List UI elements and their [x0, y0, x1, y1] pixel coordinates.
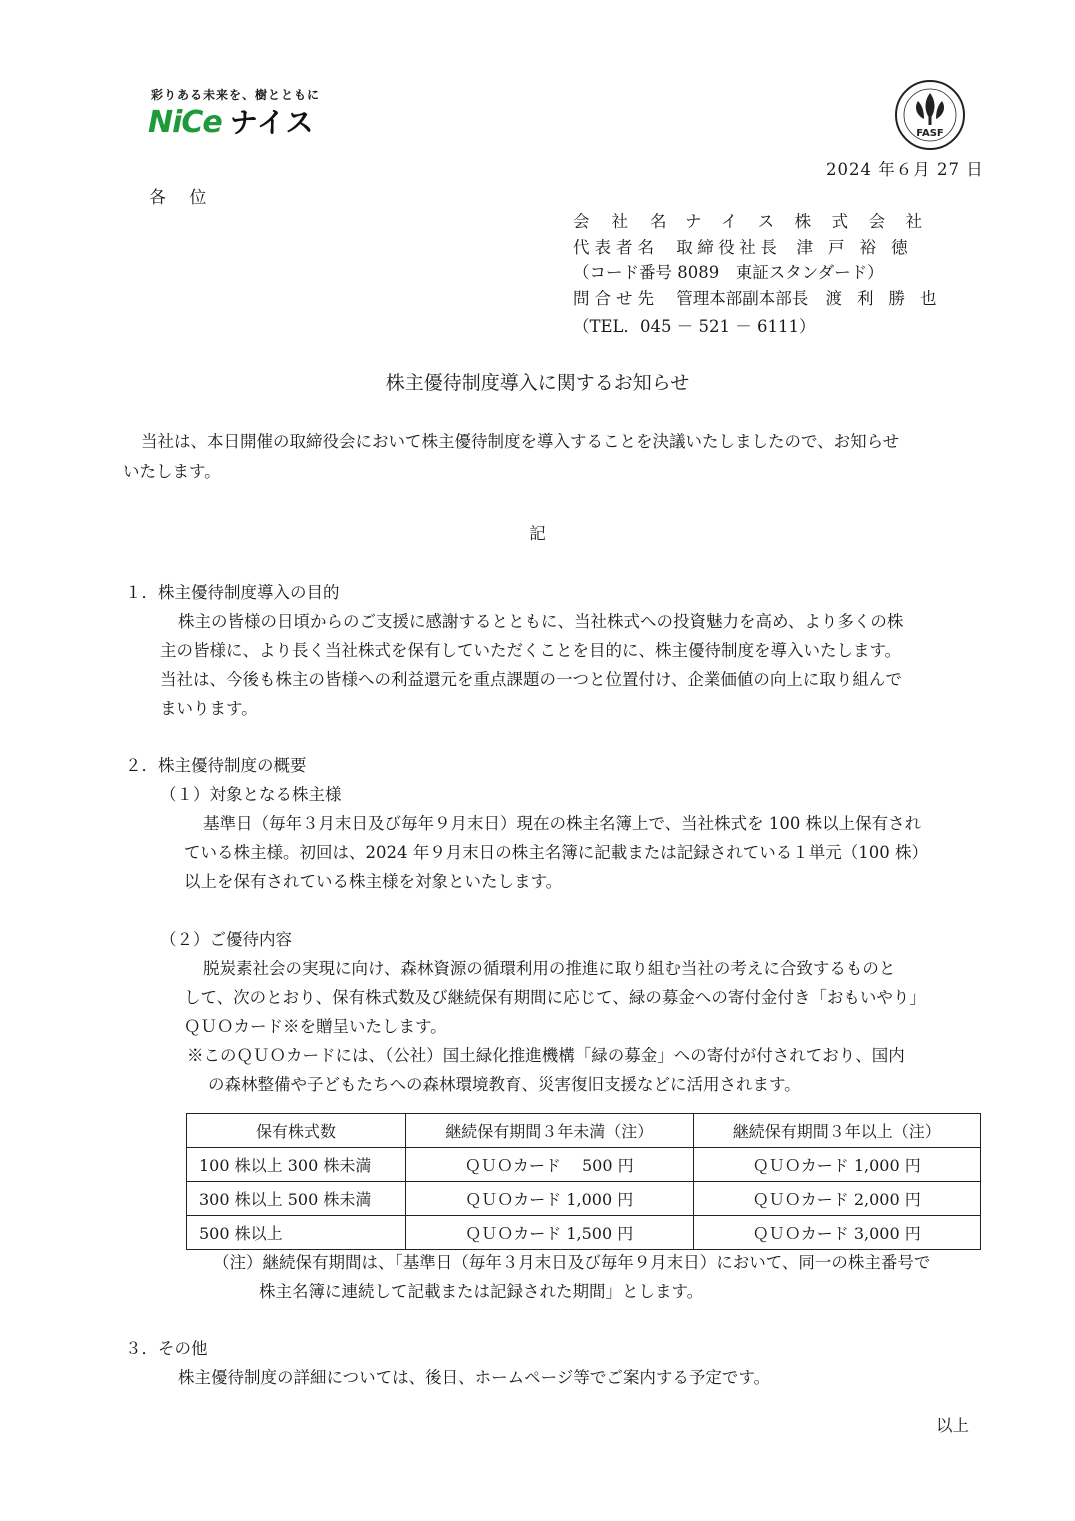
- section1-line: まいります。: [160, 699, 258, 718]
- sender-rep-row: [573, 234, 968, 258]
- benefit-table: [186, 1113, 981, 1250]
- table-cell: ＱＵＯカード 1,500 円: [406, 1216, 694, 1250]
- table-row: [187, 1216, 981, 1250]
- document-date: 2024 年６月 27 日: [826, 160, 984, 179]
- section2-sub2-heading: （２）ご優待内容: [160, 930, 292, 949]
- sub1-line: 以上を保有されている株主様を対象といたします。: [184, 872, 563, 891]
- rep-label: 代表者名: [573, 238, 659, 257]
- company-logo: [148, 101, 315, 141]
- logo-brand-jp: ナイス: [229, 106, 315, 139]
- section1-line: 株主の皆様の日頃からのご支援に感謝するとともに、当社株式への投資魅力を高め、より多くの株: [178, 612, 904, 631]
- tel-line: （TEL．045 － 521 － 6111）: [573, 317, 816, 336]
- table-header-row: [187, 1114, 981, 1148]
- section2-heading: ２．株主優待制度の概要: [125, 756, 307, 775]
- logo-brand-en: NiCe: [148, 105, 222, 140]
- sub2-line: 脱炭素社会の実現に向け、森林資源の循環利用の推進に取り組む当社の考えに合致するものと: [203, 959, 896, 978]
- table-row: [187, 1148, 981, 1182]
- section3-heading: ３．その他: [125, 1339, 208, 1358]
- contact-title: 管理本部副本部長: [676, 289, 809, 308]
- sub1-line: ている株主様。初回は、2024 年９月末日の株主名簿に記載または記録されている１単元（100 株）: [184, 843, 928, 862]
- rep-title: 取締役社長: [676, 238, 782, 257]
- section2-sub1-heading: （１）対象となる株主様: [160, 785, 342, 804]
- table-note-line-2: 株主名簿に連続して記載または記録された期間」とします。: [259, 1282, 704, 1301]
- page-title: 株主優待制度導入に関するお知らせ: [385, 372, 690, 394]
- table-cell: 300 株以上 500 株未満: [187, 1182, 406, 1216]
- contact-label: 問合せ先: [573, 289, 659, 308]
- table-note-line-1: （注）継続保有期間は、「基準日（毎年３月末日及び毎年９月末日）において、同一の株主番号で: [213, 1253, 931, 1272]
- company-name: ナイス株式会社: [685, 212, 943, 231]
- stock-code-line: （コード番号 8089 東証スタンダード）: [573, 263, 884, 282]
- section1-line: 当社は、今後も株主の皆様への利益還元を重点課題の一つと位置付け、企業価値の向上に取り組んで: [160, 670, 902, 689]
- intro-line-2: いたします。: [123, 462, 221, 481]
- company-label: 会社名: [573, 212, 689, 231]
- ki-heading: 記: [529, 524, 546, 543]
- closing-text: 以上: [936, 1416, 969, 1435]
- sender-company-row: [573, 208, 968, 232]
- addressee: 各 位: [149, 188, 216, 208]
- table-cell: ＱＵＯカード 3,000 円: [693, 1216, 981, 1250]
- seal-text: FASF: [916, 128, 944, 139]
- rep-name: 津戸裕徳: [796, 238, 923, 257]
- table-cell: 500 株以上: [187, 1216, 406, 1250]
- table-cell: ＱＵＯカード 2,000 円: [693, 1182, 981, 1216]
- table-cell: ＱＵＯカード 1,000 円: [406, 1182, 694, 1216]
- table-header: 継続保有期間３年以上（注）: [693, 1114, 981, 1148]
- table-header: 保有株式数: [187, 1114, 406, 1148]
- sender-contact-row: [573, 285, 968, 309]
- table-header: 継続保有期間３年未満（注）: [406, 1114, 694, 1148]
- sub2-note-line: の森林整備や子どもたちへの森林環境教育、災害復旧支援などに活用されます。: [208, 1075, 801, 1094]
- table-cell: ＱＵＯカード 500 円: [406, 1148, 694, 1182]
- sub2-line: ＱＵＯカード※を贈呈いたします。: [184, 1017, 447, 1036]
- table-row: [187, 1182, 981, 1216]
- section3-line: 株主優待制度の詳細については、後日、ホームページ等でご案内する予定です。: [178, 1368, 771, 1387]
- table-cell: 100 株以上 300 株未満: [187, 1148, 406, 1182]
- section1-line: 主の皆様に、より長く当社株式を保有していただくことを目的に、株主優待制度を導入いたします。: [160, 641, 902, 660]
- section1-heading: １．株主優待制度導入の目的: [125, 583, 340, 602]
- sub1-line: 基準日（毎年３月末日及び毎年９月末日）現在の株主名簿上で、当社株式を 100 株以上保有され: [203, 814, 922, 833]
- sub2-line: して、次のとおり、保有株式数及び継続保有期間に応じて、緑の募金への寄付金付き「おもいやり」: [184, 988, 926, 1007]
- intro-line-1: 当社は、本日開催の取締役会において株主優待制度を導入することを決議いたしましたので、お知らせ: [141, 432, 900, 451]
- contact-name: 渡利勝也: [825, 289, 952, 308]
- table-cell: ＱＵＯカード 1,000 円: [693, 1148, 981, 1182]
- logo-tagline: 彩りある未来を、樹とともに: [151, 88, 321, 102]
- fasf-seal-icon: [894, 79, 966, 151]
- sub2-note-line: ※このＱＵＯカードには、（公社）国土緑化推進機構「緑の募金」への寄付が付されており、国内: [187, 1046, 905, 1065]
